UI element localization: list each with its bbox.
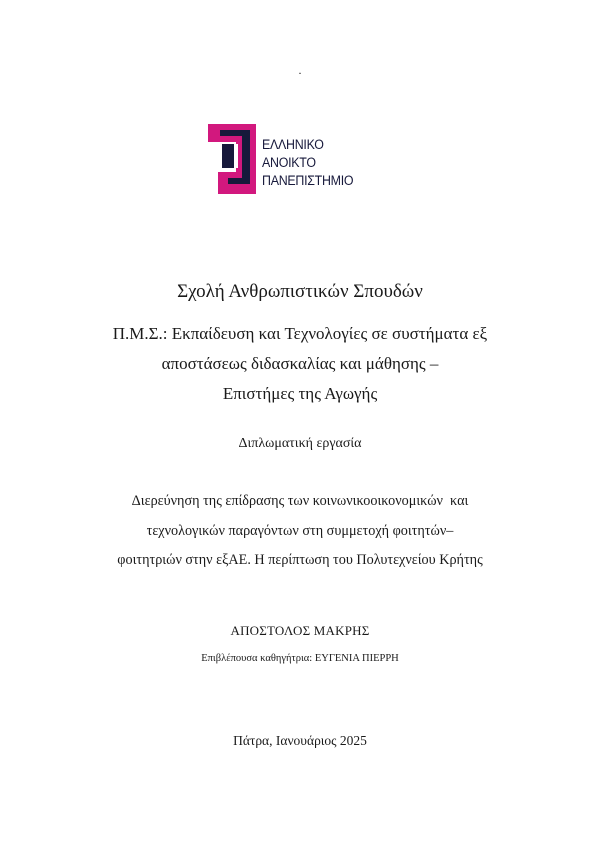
supervisor: Επιβλέπουσα καθηγήτρια: ΕΥΓΕΝΙΑ ΠΙΕΡΡΗ (201, 653, 399, 664)
title-line-2: τεχνολογικών παραγόντων στη συμμετοχή φοιτητών– (146, 522, 454, 539)
logo-wordmark (262, 136, 353, 190)
logo-emblem-icon (206, 122, 260, 196)
school-name: Σχολή Ανθρωπιστικών Σπουδών (177, 281, 423, 302)
thesis-title (0, 487, 600, 576)
title-line-3: φοιτητριών στην εξΑΕ. Η περίπτωση του Πολυτεχνείου Κρήτης (117, 552, 483, 568)
logo-line-2: ΑΝΟΙΚΤΟ (262, 155, 316, 170)
program-line-3: Επιστήμες της Αγωγής (222, 384, 378, 403)
university-logo (206, 122, 406, 196)
logo-line-3: ΠΑΝΕΠΙΣΤΗΜΙΟ (262, 173, 354, 188)
program-line-1: Π.Μ.Σ.: Εκπαίδευση και Τεχνολογίες σε συστήματα εξ (112, 324, 488, 343)
author-name: ΑΠΟΣΤΟΛΟΣ ΜΑΚΡΗΣ (230, 623, 370, 638)
title-line-1: Διερεύνηση της επίδρασης των κοινωνικοοικονομικών και (131, 493, 469, 509)
logo-line-1: ΕΛΛΗΝΙΚΟ (262, 137, 324, 152)
program-title (0, 319, 600, 409)
header-mark: . (298, 63, 302, 77)
thesis-type: Διπλωματική εργασία (238, 436, 362, 451)
place-date: Πάτρα, Ιανουάριος 2025 (233, 733, 367, 748)
program-line-2: αποστάσεως διδασκαλίας και μάθησης – (161, 354, 439, 373)
